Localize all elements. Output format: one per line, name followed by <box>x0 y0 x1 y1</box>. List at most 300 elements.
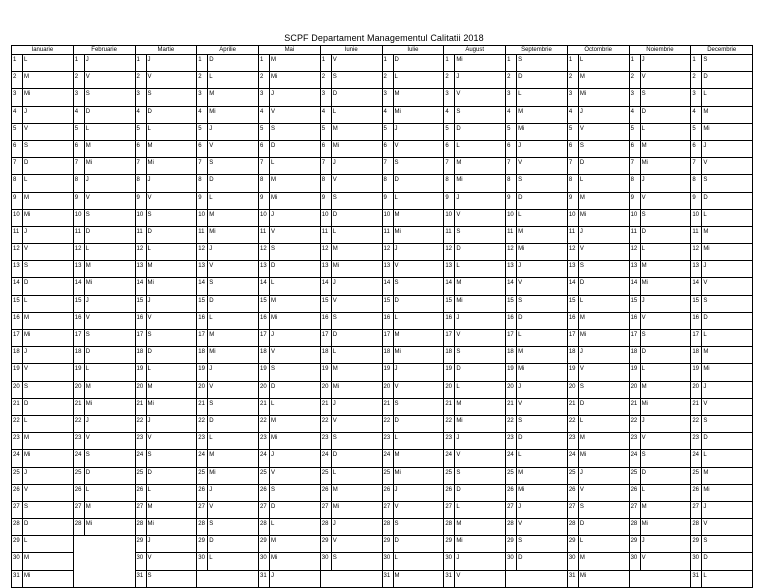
day-note-cell <box>517 106 568 123</box>
day-cell <box>506 106 517 123</box>
weekday-label: D <box>332 452 338 459</box>
day-number: 20 <box>507 383 514 390</box>
day-note-cell <box>455 175 506 192</box>
weekday-label: L <box>209 194 213 201</box>
day-note-cell <box>270 192 321 209</box>
day-number: 1 <box>198 57 202 63</box>
weekday-label: Mi <box>209 349 216 356</box>
weekday-label: J <box>209 125 213 132</box>
day-note-cell <box>640 330 691 347</box>
day-cell <box>320 536 331 553</box>
day-cell <box>629 312 640 329</box>
day-number: 12 <box>383 246 391 253</box>
day-number: 11 <box>321 228 329 235</box>
day-note-cell <box>578 398 629 415</box>
day-note-cell <box>331 106 382 123</box>
day-cell <box>506 312 517 329</box>
day-note-cell <box>84 295 135 312</box>
day-cell <box>197 484 208 501</box>
weekday-label: J <box>641 417 645 424</box>
day-number: 30 <box>630 555 638 562</box>
day-cell <box>444 433 455 450</box>
weekday-label: L <box>456 383 460 390</box>
day-number: 2 <box>260 74 264 81</box>
day-cell <box>197 72 208 89</box>
day-cell <box>444 450 455 467</box>
weekday-label: Mi <box>456 57 463 63</box>
day-cell <box>73 192 84 209</box>
day-cell <box>444 501 455 518</box>
day-cell <box>382 553 393 570</box>
day-note-cell <box>702 484 753 501</box>
day-note-cell <box>578 467 629 484</box>
weekday-label: M <box>518 349 524 356</box>
weekday-label: J <box>703 142 707 149</box>
weekday-label: D <box>579 521 585 528</box>
day-number: 25 <box>13 469 20 476</box>
day-note-cell <box>578 433 629 450</box>
day-row <box>12 312 753 329</box>
day-note-cell <box>517 123 568 140</box>
day-cell <box>382 89 393 106</box>
day-cell <box>320 140 331 157</box>
day-note-cell <box>270 501 321 518</box>
day-number: 5 <box>74 125 79 132</box>
weekday-label: D <box>332 91 338 98</box>
day-note-cell <box>702 158 753 175</box>
day-note-cell <box>331 295 382 312</box>
day-note-cell <box>455 261 506 278</box>
day-note-cell <box>517 519 568 536</box>
day-cell <box>12 278 23 295</box>
day-number: 24 <box>692 452 699 459</box>
day-note-cell <box>640 158 691 175</box>
day-note-cell <box>208 398 259 415</box>
day-number: 19 <box>445 366 452 373</box>
day-number: 9 <box>383 194 387 201</box>
day-cell <box>506 415 517 432</box>
day-cell <box>691 72 702 89</box>
day-note-cell <box>208 89 259 106</box>
day-cell <box>135 398 146 415</box>
day-row <box>12 553 753 570</box>
day-number: 22 <box>383 417 391 424</box>
day-number: 12 <box>507 246 514 253</box>
day-cell <box>320 72 331 89</box>
day-number: 24 <box>136 452 144 459</box>
day-cell <box>506 381 517 398</box>
day-note-cell <box>393 89 444 106</box>
day-number: 1 <box>321 57 326 63</box>
day-number: 2 <box>568 74 573 81</box>
day-cell <box>691 519 702 536</box>
day-note-cell <box>640 140 691 157</box>
day-number: 2 <box>74 74 79 81</box>
day-note-cell <box>146 123 197 140</box>
day-cell <box>197 192 208 209</box>
day-cell <box>197 123 208 140</box>
day-note-cell <box>578 55 629 72</box>
day-number: 29 <box>260 538 267 545</box>
day-cell <box>444 140 455 157</box>
day-note-cell <box>23 175 74 192</box>
day-note-cell <box>455 72 506 89</box>
weekday-label: Mi <box>271 435 278 442</box>
day-note-cell <box>578 158 629 175</box>
day-note-cell <box>517 140 568 157</box>
day-note-cell <box>393 261 444 278</box>
weekday-label: L <box>641 246 645 253</box>
day-note-cell <box>23 55 74 72</box>
day-note-cell <box>702 519 753 536</box>
weekday-label: J <box>579 228 583 235</box>
day-number: 25 <box>630 469 638 476</box>
day-cell <box>259 192 270 209</box>
day-note-cell <box>393 467 444 484</box>
day-cell <box>135 192 146 209</box>
day-note-cell <box>84 330 135 347</box>
day-cell <box>135 226 146 243</box>
day-cell <box>259 398 270 415</box>
day-note-cell <box>393 209 444 226</box>
day-cell <box>444 295 455 312</box>
day-number: 28 <box>383 521 391 528</box>
day-number: 18 <box>74 349 82 356</box>
day-cell <box>567 467 578 484</box>
day-row <box>12 347 753 364</box>
weekday-label: Mi <box>703 366 710 373</box>
day-note-cell <box>640 175 691 192</box>
day-cell <box>506 158 517 175</box>
day-note-cell <box>270 226 321 243</box>
day-cell <box>444 312 455 329</box>
day-number: 29 <box>630 538 638 545</box>
day-note-cell <box>640 312 691 329</box>
day-note-cell <box>331 312 382 329</box>
day-number: 28 <box>568 521 576 528</box>
weekday-label: M <box>271 417 277 424</box>
day-number: 12 <box>198 246 205 253</box>
day-cell <box>444 570 455 587</box>
day-number: 26 <box>260 486 267 493</box>
day-note-cell <box>23 295 74 312</box>
weekday-label: D <box>332 332 338 338</box>
day-note-cell <box>702 398 753 415</box>
day-note-cell <box>331 347 382 364</box>
day-number: 6 <box>383 142 387 149</box>
day-row <box>12 209 753 226</box>
day-cell <box>567 330 578 347</box>
day-number: 3 <box>13 91 17 98</box>
day-number: 19 <box>136 366 144 373</box>
weekday-label: D <box>703 74 708 81</box>
day-note-cell <box>331 501 382 518</box>
day-cell <box>567 501 578 518</box>
day-number: 8 <box>136 177 140 184</box>
day-number: 10 <box>13 211 20 218</box>
weekday-label: Mi <box>147 400 154 407</box>
day-note-cell <box>23 123 74 140</box>
day-note-cell <box>702 55 753 72</box>
weekday-label: J <box>394 125 398 132</box>
day-cell <box>12 484 23 501</box>
weekday-label: L <box>271 280 275 287</box>
weekday-label: D <box>24 400 29 407</box>
day-note-cell <box>393 450 444 467</box>
day-number: 21 <box>74 400 82 407</box>
day-cell <box>73 158 84 175</box>
weekday-label: S <box>209 521 214 528</box>
weekday-label: Mi <box>518 246 525 253</box>
weekday-label: M <box>518 228 524 235</box>
day-cell <box>567 519 578 536</box>
day-note-cell <box>146 295 197 312</box>
empty-cell <box>73 536 135 553</box>
weekday-label: V <box>394 503 399 510</box>
day-number: 14 <box>74 280 82 287</box>
month-header-5: Iunie <box>320 46 382 55</box>
weekday-label: D <box>85 228 91 235</box>
day-cell <box>629 72 640 89</box>
day-note-cell <box>455 553 506 570</box>
day-cell <box>73 381 84 398</box>
day-note-cell <box>393 192 444 209</box>
weekday-label: D <box>209 177 214 184</box>
day-note-cell <box>517 501 568 518</box>
weekday-label: L <box>579 538 584 545</box>
day-note-cell <box>208 347 259 364</box>
day-row <box>12 261 753 278</box>
day-cell <box>73 501 84 518</box>
day-note-cell <box>702 381 753 398</box>
day-cell <box>12 89 23 106</box>
day-note-cell <box>702 364 753 381</box>
day-cell <box>197 140 208 157</box>
day-number: 27 <box>507 503 514 510</box>
day-note-cell <box>270 553 321 570</box>
day-cell <box>12 226 23 243</box>
day-number: 8 <box>630 177 634 184</box>
weekday-label: V <box>209 503 214 510</box>
weekday-label: D <box>271 383 276 390</box>
day-note-cell <box>393 295 444 312</box>
day-cell <box>197 381 208 398</box>
day-number: 23 <box>383 435 391 442</box>
day-number: 20 <box>383 383 391 390</box>
weekday-label: V <box>394 263 399 270</box>
day-note-cell <box>578 209 629 226</box>
day-cell <box>12 140 23 157</box>
day-number: 14 <box>445 280 452 287</box>
day-cell <box>382 519 393 536</box>
day-note-cell <box>23 192 74 209</box>
weekday-label: V <box>456 572 461 579</box>
day-number: 15 <box>136 297 144 304</box>
day-cell <box>382 140 393 157</box>
day-cell <box>567 55 578 72</box>
day-cell <box>320 398 331 415</box>
day-cell <box>444 519 455 536</box>
day-cell <box>506 261 517 278</box>
day-number: 7 <box>383 160 387 167</box>
day-note-cell <box>640 398 691 415</box>
weekday-label: D <box>147 469 152 476</box>
day-number: 21 <box>383 400 391 407</box>
weekday-label: J <box>518 503 522 510</box>
day-note-cell <box>84 55 135 72</box>
day-number: 16 <box>630 314 638 321</box>
day-cell <box>259 209 270 226</box>
weekday-label: Mi <box>456 177 463 184</box>
weekday-label: V <box>147 555 152 562</box>
day-cell <box>629 364 640 381</box>
day-number: 18 <box>568 349 576 356</box>
day-note-cell <box>84 140 135 157</box>
day-number: 28 <box>13 521 20 528</box>
day-row <box>12 381 753 398</box>
day-note-cell <box>455 295 506 312</box>
day-number: 23 <box>13 435 20 442</box>
day-cell <box>382 347 393 364</box>
day-cell <box>320 312 331 329</box>
day-note-cell <box>331 415 382 432</box>
day-cell <box>135 433 146 450</box>
day-cell <box>259 106 270 123</box>
day-cell <box>506 140 517 157</box>
day-note-cell <box>517 209 568 226</box>
weekday-label: V <box>332 57 337 63</box>
day-number: 29 <box>198 538 205 545</box>
day-number: 15 <box>630 297 638 304</box>
day-cell <box>629 140 640 157</box>
day-cell <box>382 467 393 484</box>
weekday-label: D <box>579 400 585 407</box>
weekday-label: M <box>24 435 29 442</box>
day-note-cell <box>640 536 691 553</box>
day-cell <box>567 536 578 553</box>
day-number: 27 <box>136 503 144 510</box>
weekday-label: L <box>518 332 522 338</box>
weekday-label: M <box>456 400 462 407</box>
day-cell <box>444 536 455 553</box>
day-row <box>12 72 753 89</box>
day-note-cell <box>331 140 382 157</box>
day-number: 8 <box>692 177 696 184</box>
weekday-label: M <box>579 314 585 321</box>
day-note-cell <box>23 450 74 467</box>
weekday-label: S <box>24 263 29 270</box>
day-number: 16 <box>383 314 391 321</box>
weekday-label: M <box>85 503 91 510</box>
day-number: 20 <box>198 383 205 390</box>
day-cell <box>567 209 578 226</box>
weekday-label: D <box>147 108 152 115</box>
day-number: 31 <box>260 572 267 579</box>
day-row <box>12 364 753 381</box>
day-note-cell <box>640 278 691 295</box>
weekday-label: J <box>641 177 645 184</box>
month-header-4: Mai <box>259 46 321 55</box>
day-number: 8 <box>13 177 17 184</box>
weekday-label: S <box>456 469 461 476</box>
day-number: 30 <box>260 555 267 562</box>
weekday-label: D <box>394 177 399 184</box>
day-row <box>12 536 753 553</box>
weekday-label: J <box>394 486 398 493</box>
day-cell <box>691 261 702 278</box>
day-note-cell <box>331 519 382 536</box>
day-note-cell <box>702 140 753 157</box>
day-note-cell <box>270 570 321 587</box>
day-number: 2 <box>13 74 17 81</box>
day-note-cell <box>270 450 321 467</box>
day-note-cell <box>208 450 259 467</box>
day-note-cell <box>393 140 444 157</box>
day-number: 17 <box>568 332 576 338</box>
weekday-label: D <box>456 366 461 373</box>
day-note-cell <box>331 123 382 140</box>
empty-cell <box>73 553 135 570</box>
day-number: 23 <box>630 435 638 442</box>
day-number: 10 <box>692 211 699 218</box>
day-note-cell <box>84 450 135 467</box>
day-cell <box>382 158 393 175</box>
day-cell <box>382 398 393 415</box>
day-note-cell <box>517 55 568 72</box>
weekday-label: D <box>209 297 214 304</box>
day-number: 10 <box>568 211 576 218</box>
day-note-cell <box>578 226 629 243</box>
weekday-label: M <box>332 246 338 253</box>
day-note-cell <box>702 192 753 209</box>
day-number: 20 <box>445 383 452 390</box>
day-cell <box>12 467 23 484</box>
day-number: 15 <box>260 297 267 304</box>
day-cell <box>135 570 146 587</box>
day-cell <box>197 89 208 106</box>
day-number: 18 <box>13 349 20 356</box>
day-note-cell <box>455 312 506 329</box>
day-number: 12 <box>13 246 20 253</box>
weekday-label: S <box>147 572 152 579</box>
day-number: 8 <box>74 177 79 184</box>
day-note-cell <box>640 433 691 450</box>
weekday-label: S <box>332 194 337 201</box>
day-note-cell <box>640 192 691 209</box>
weekday-label: M <box>271 57 277 63</box>
weekday-label: L <box>394 435 398 442</box>
day-number: 4 <box>692 108 696 115</box>
weekday-label: M <box>518 469 524 476</box>
day-cell <box>691 398 702 415</box>
day-cell <box>506 123 517 140</box>
weekday-label: Mi <box>456 538 463 545</box>
day-note-cell <box>208 261 259 278</box>
weekday-label: D <box>209 57 214 63</box>
day-number: 9 <box>74 194 79 201</box>
day-number: 14 <box>136 280 144 287</box>
day-note-cell <box>578 261 629 278</box>
weekday-label: Mi <box>703 125 710 132</box>
day-cell <box>73 484 84 501</box>
day-cell <box>629 106 640 123</box>
weekday-label: J <box>332 160 336 167</box>
day-note-cell <box>702 450 753 467</box>
day-cell <box>691 89 702 106</box>
day-number: 9 <box>568 194 573 201</box>
day-number: 21 <box>445 400 452 407</box>
day-note-cell <box>23 312 74 329</box>
